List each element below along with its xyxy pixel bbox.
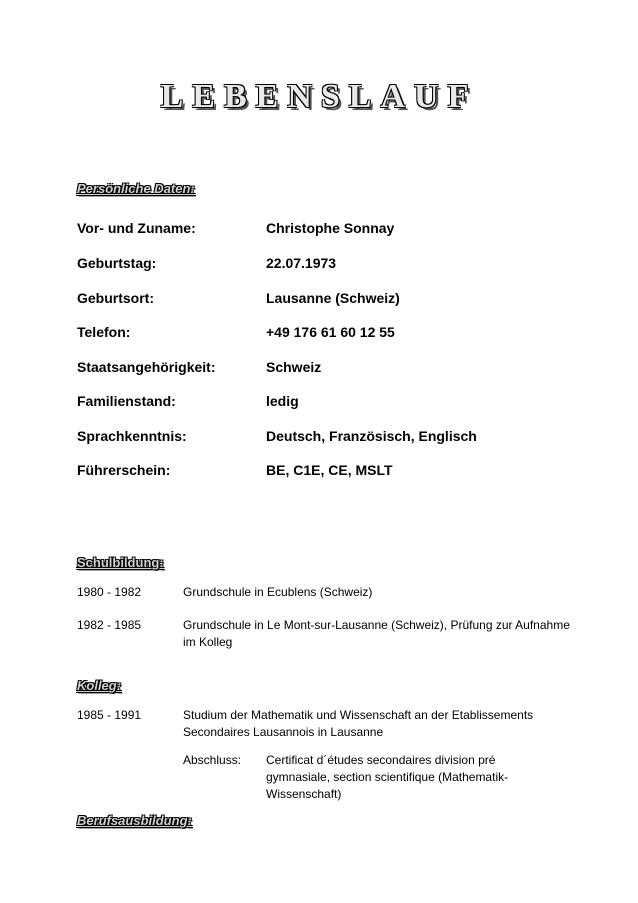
row-label: Telefon: xyxy=(77,324,131,340)
row-label: Staatsangehörigkeit: xyxy=(77,359,216,375)
page-title: LEBENSLAUF xyxy=(160,78,478,115)
row-label: Geburtstag: xyxy=(77,255,157,271)
row-value: +49 176 61 60 12 55 xyxy=(266,324,395,340)
section-heading-vocational: Berufsausbildung: xyxy=(77,813,192,828)
row-value: Schweiz xyxy=(266,359,322,375)
row-description: Grundschule in Le Mont-sur-Lausanne (Schweiz), Prüfung zur Aufnahme im Kolleg xyxy=(183,618,570,649)
row-label: Geburtsort: xyxy=(77,290,154,306)
section-heading-college: Kolleg: xyxy=(77,678,122,693)
row-value: ledig xyxy=(266,393,299,409)
row-years: 1982 - 1985 xyxy=(77,618,142,632)
row-label: Sprachkenntnis: xyxy=(77,428,187,444)
row-label: Familienstand: xyxy=(77,393,176,409)
row-description: Grundschule in Ecublens (Schweiz) xyxy=(183,585,373,599)
row-years: 1980 - 1982 xyxy=(77,585,142,599)
row-label: Vor- und Zuname: xyxy=(77,220,196,236)
row-label: Führerschein: xyxy=(77,462,171,478)
row-years: 1985 - 1991 xyxy=(77,708,142,722)
row-value: Lausanne (Schweiz) xyxy=(266,290,400,306)
section-heading-school: Schulbildung: xyxy=(77,555,164,570)
section-heading-personal: Persönliche Daten: xyxy=(77,181,195,196)
row-value: Deutsch, Französisch, Englisch xyxy=(266,428,477,444)
row-value: BE, C1E, CE, MSLT xyxy=(266,462,393,478)
row-value: 22.07.1973 xyxy=(266,255,337,271)
degree-label: Abschluss: xyxy=(183,753,242,767)
row-value: Christophe Sonnay xyxy=(266,220,395,236)
row-description: Studium der Mathematik und Wissenschaft an der Etablissements Secondaires Lausannois in Lausanne xyxy=(183,708,534,739)
degree-value: Certificat d´études secondaires division pré gymnasiale, section scientifique (Mathematik-Wissenschaft) xyxy=(266,753,509,801)
